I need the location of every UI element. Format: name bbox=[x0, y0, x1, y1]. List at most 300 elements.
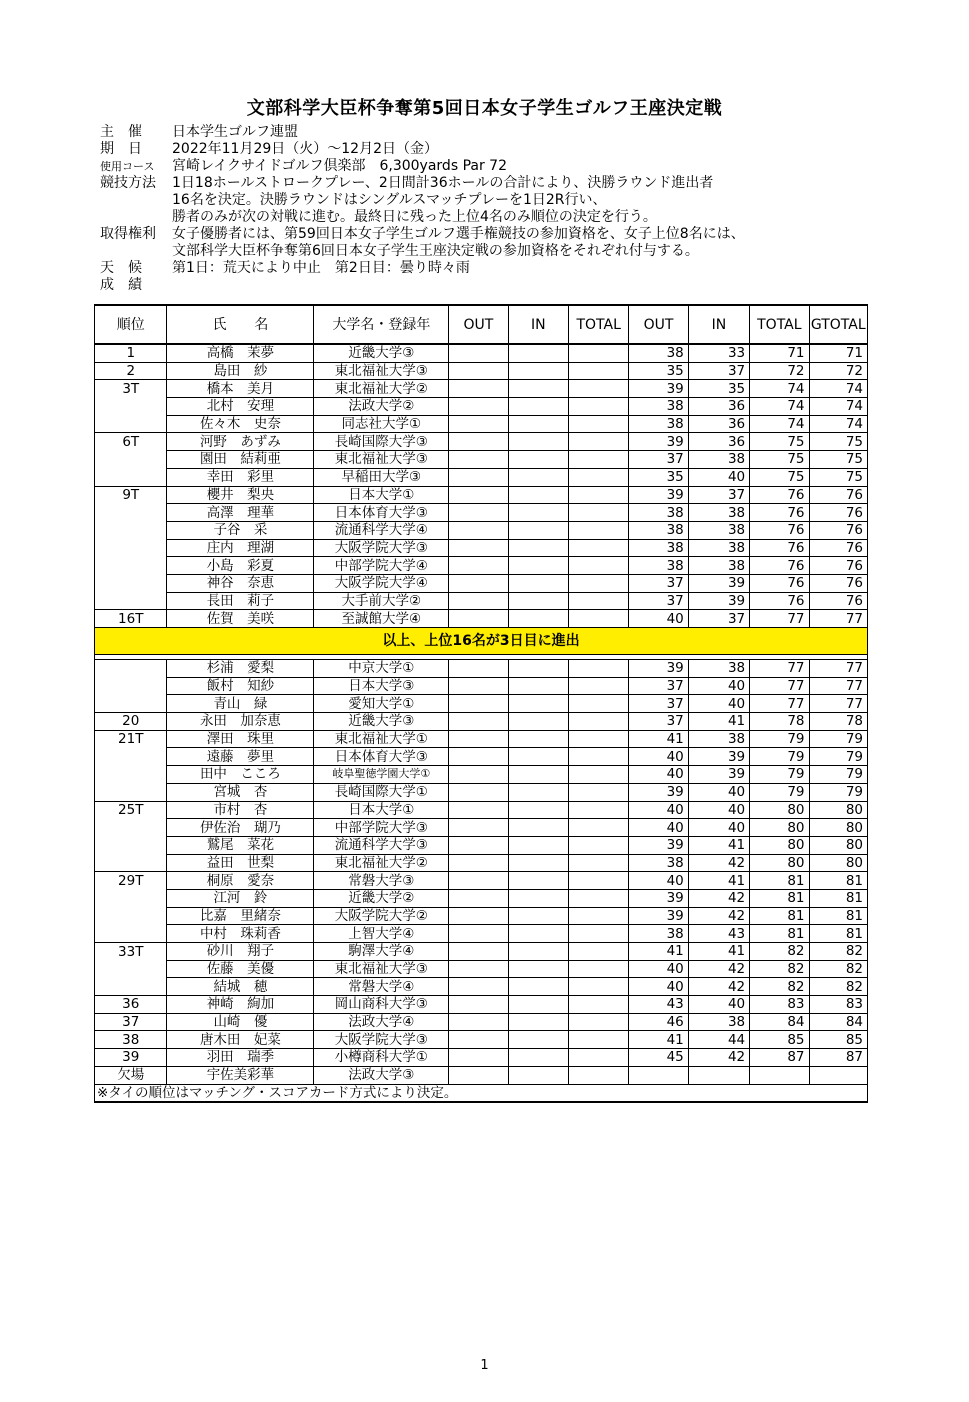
day1-out-cell bbox=[449, 783, 508, 801]
day2-out-cell: 40 bbox=[629, 748, 688, 766]
gtotal-cell: 77 bbox=[809, 695, 867, 713]
cut-banner-row bbox=[95, 628, 868, 655]
day1-in-cell bbox=[508, 433, 568, 451]
table-row bbox=[95, 574, 868, 592]
university-cell: 法政大学④ bbox=[314, 1013, 449, 1031]
university-cell: 東北福祉大学③ bbox=[314, 960, 449, 978]
table-row bbox=[95, 854, 868, 872]
header-day1-in: IN bbox=[508, 305, 568, 344]
day1-out-cell bbox=[449, 539, 508, 557]
day1-out-cell bbox=[449, 836, 508, 854]
university-cell: 東北福祉大学③ bbox=[314, 451, 449, 469]
info-value: 勝者のみが次の対戦に進む。最終日に残った上位4名のみ順位の決定を行う。 bbox=[172, 209, 657, 225]
gtotal-cell: 80 bbox=[809, 854, 867, 872]
day1-total-cell bbox=[569, 362, 629, 380]
gtotal-cell: 76 bbox=[809, 486, 867, 504]
university-cell: 法政大学③ bbox=[314, 1066, 449, 1084]
day2-total-cell: 74 bbox=[750, 398, 809, 416]
name-cell: 河野 あずみ bbox=[167, 433, 314, 451]
table-row bbox=[95, 677, 868, 695]
day2-in-cell bbox=[688, 1066, 749, 1084]
day2-total-cell: 82 bbox=[750, 978, 809, 996]
university-cell: 法政大学② bbox=[314, 398, 449, 416]
university-cell: 大阪学院大学③ bbox=[314, 1031, 449, 1049]
gtotal-cell: 87 bbox=[809, 1049, 867, 1067]
info-line bbox=[100, 277, 172, 294]
table-row bbox=[95, 783, 868, 801]
header-day1-total: TOTAL bbox=[569, 305, 629, 344]
day2-out-cell: 38 bbox=[629, 415, 688, 433]
day1-out-cell bbox=[449, 713, 508, 731]
day2-out-cell: 38 bbox=[629, 521, 688, 539]
rank-cell bbox=[95, 748, 167, 766]
day1-out-cell bbox=[449, 978, 508, 996]
university-cell: 近畿大学③ bbox=[314, 713, 449, 731]
day1-total-cell bbox=[569, 521, 629, 539]
university-cell: 駒澤大学④ bbox=[314, 943, 449, 961]
gtotal-cell: 74 bbox=[809, 398, 867, 416]
day2-out-cell: 39 bbox=[629, 660, 688, 678]
university-cell: 東北福祉大学② bbox=[314, 380, 449, 398]
university-cell: 日本大学③ bbox=[314, 677, 449, 695]
day1-in-cell bbox=[508, 801, 568, 819]
day1-total-cell bbox=[569, 1066, 629, 1084]
day1-total-cell bbox=[569, 730, 629, 748]
name-cell: 佐藤 美優 bbox=[167, 960, 314, 978]
table-row bbox=[95, 943, 868, 961]
day1-in-cell bbox=[508, 836, 568, 854]
day2-total-cell: 75 bbox=[750, 433, 809, 451]
day1-out-cell bbox=[449, 362, 508, 380]
gtotal-cell: 82 bbox=[809, 978, 867, 996]
name-cell: 杉浦 愛梨 bbox=[167, 660, 314, 678]
day1-total-cell bbox=[569, 677, 629, 695]
name-cell: 益田 世梨 bbox=[167, 854, 314, 872]
day1-in-cell bbox=[508, 521, 568, 539]
name-cell: 橋本 美月 bbox=[167, 380, 314, 398]
name-cell: 中村 珠莉香 bbox=[167, 925, 314, 943]
info-line bbox=[100, 243, 699, 260]
day2-out-cell: 39 bbox=[629, 889, 688, 907]
name-cell: 遠藤 夢里 bbox=[167, 748, 314, 766]
day2-total-cell: 83 bbox=[750, 996, 809, 1014]
day2-in-cell: 40 bbox=[688, 801, 749, 819]
gtotal-cell bbox=[809, 1066, 867, 1084]
name-cell: 島田 紗 bbox=[167, 362, 314, 380]
name-cell: 永田 加奈恵 bbox=[167, 713, 314, 731]
gtotal-cell: 85 bbox=[809, 1031, 867, 1049]
table-row bbox=[95, 433, 868, 451]
day2-in-cell: 36 bbox=[688, 433, 749, 451]
day1-total-cell bbox=[569, 907, 629, 925]
university-cell: 日本体育大学③ bbox=[314, 504, 449, 522]
day2-in-cell: 40 bbox=[688, 783, 749, 801]
day2-in-cell: 33 bbox=[688, 344, 749, 362]
name-cell: 江河 鈴 bbox=[167, 889, 314, 907]
day2-out-cell: 37 bbox=[629, 677, 688, 695]
rank-cell bbox=[95, 660, 167, 678]
day2-total-cell: 76 bbox=[750, 574, 809, 592]
rank-cell: 6T bbox=[95, 433, 167, 451]
day2-out-cell: 35 bbox=[629, 362, 688, 380]
info-value: 女子優勝者には、第59回日本女子学生ゴルフ選手権競技の参加資格を、女子上位8名には、 bbox=[172, 226, 745, 242]
table-row bbox=[95, 380, 868, 398]
day2-in-cell: 38 bbox=[688, 539, 749, 557]
day1-total-cell bbox=[569, 344, 629, 362]
day1-in-cell bbox=[508, 362, 568, 380]
gtotal-cell: 77 bbox=[809, 677, 867, 695]
day2-in-cell: 40 bbox=[688, 677, 749, 695]
day1-in-cell bbox=[508, 610, 568, 628]
day2-in-cell: 40 bbox=[688, 819, 749, 837]
day2-in-cell: 38 bbox=[688, 557, 749, 575]
day1-total-cell bbox=[569, 1013, 629, 1031]
university-cell: 大阪学院大学② bbox=[314, 907, 449, 925]
name-cell: 高澤 理華 bbox=[167, 504, 314, 522]
name-cell: 砂川 翔子 bbox=[167, 943, 314, 961]
day1-total-cell bbox=[569, 854, 629, 872]
gtotal-cell: 80 bbox=[809, 819, 867, 837]
table-row bbox=[95, 362, 868, 380]
day1-total-cell bbox=[569, 766, 629, 784]
day2-out-cell: 38 bbox=[629, 539, 688, 557]
rank-cell: 37 bbox=[95, 1013, 167, 1031]
rank-cell bbox=[95, 819, 167, 837]
day2-out-cell: 40 bbox=[629, 766, 688, 784]
day2-in-cell: 38 bbox=[688, 730, 749, 748]
day2-in-cell: 38 bbox=[688, 660, 749, 678]
day1-out-cell bbox=[449, 398, 508, 416]
info-line bbox=[100, 260, 470, 277]
day2-in-cell: 38 bbox=[688, 504, 749, 522]
gtotal-cell: 79 bbox=[809, 730, 867, 748]
day2-out-cell: 39 bbox=[629, 783, 688, 801]
qualified-rows bbox=[95, 344, 868, 628]
university-cell: 中部学院大学③ bbox=[314, 819, 449, 837]
rank-cell: 9T bbox=[95, 486, 167, 504]
day2-out-cell: 40 bbox=[629, 610, 688, 628]
rank-cell bbox=[95, 695, 167, 713]
day2-out-cell: 41 bbox=[629, 1031, 688, 1049]
day2-out-cell: 46 bbox=[629, 1013, 688, 1031]
day2-out-cell: 41 bbox=[629, 730, 688, 748]
rank-cell bbox=[95, 925, 167, 943]
header-name: 氏 名 bbox=[167, 305, 314, 344]
name-cell: 高橋 茉夢 bbox=[167, 344, 314, 362]
day1-in-cell bbox=[508, 1066, 568, 1084]
rank-cell bbox=[95, 677, 167, 695]
day2-total-cell: 77 bbox=[750, 695, 809, 713]
info-value: 1日18ホールストロークプレー、2日間計36ホールの合計により、決勝ラウンド進出者 bbox=[172, 175, 714, 191]
day1-out-cell bbox=[449, 730, 508, 748]
gtotal-cell: 76 bbox=[809, 539, 867, 557]
day2-in-cell: 37 bbox=[688, 610, 749, 628]
info-value: 日本学生ゴルフ連盟 bbox=[172, 124, 298, 140]
day2-in-cell: 41 bbox=[688, 836, 749, 854]
gtotal-cell: 77 bbox=[809, 610, 867, 628]
day1-out-cell bbox=[449, 907, 508, 925]
gtotal-cell: 72 bbox=[809, 362, 867, 380]
day2-in-cell: 41 bbox=[688, 872, 749, 890]
university-cell: 中部学院大学④ bbox=[314, 557, 449, 575]
name-cell: 北村 安理 bbox=[167, 398, 314, 416]
gtotal-cell: 76 bbox=[809, 592, 867, 610]
day1-total-cell bbox=[569, 380, 629, 398]
rank-cell bbox=[95, 592, 167, 610]
rank-cell bbox=[95, 783, 167, 801]
day1-in-cell bbox=[508, 783, 568, 801]
day1-out-cell bbox=[449, 889, 508, 907]
university-cell: 長崎国際大学③ bbox=[314, 433, 449, 451]
table-row bbox=[95, 451, 868, 469]
day1-in-cell bbox=[508, 695, 568, 713]
rank-cell bbox=[95, 539, 167, 557]
gtotal-cell: 81 bbox=[809, 907, 867, 925]
header-day2-in: IN bbox=[688, 305, 749, 344]
table-row bbox=[95, 889, 868, 907]
day1-total-cell bbox=[569, 504, 629, 522]
rank-cell: 1 bbox=[95, 344, 167, 362]
day1-in-cell bbox=[508, 907, 568, 925]
day2-out-cell: 43 bbox=[629, 996, 688, 1014]
table-row bbox=[95, 504, 868, 522]
tie-note: ※タイの順位はマッチング・スコアカード方式により決定。 bbox=[95, 1084, 868, 1102]
info-value: 宮崎レイクサイドゴルフ倶楽部 6,300yards Par 72 bbox=[172, 158, 507, 174]
header-university: 大学名・登録年 bbox=[314, 305, 449, 344]
day1-total-cell bbox=[569, 748, 629, 766]
day2-total-cell: 79 bbox=[750, 766, 809, 784]
day2-in-cell: 39 bbox=[688, 574, 749, 592]
university-cell: 日本大学① bbox=[314, 486, 449, 504]
university-cell: 近畿大学③ bbox=[314, 344, 449, 362]
day2-total-cell: 76 bbox=[750, 592, 809, 610]
day2-total-cell: 84 bbox=[750, 1013, 809, 1031]
day1-total-cell bbox=[569, 539, 629, 557]
day2-total-cell: 79 bbox=[750, 730, 809, 748]
table-row bbox=[95, 801, 868, 819]
gtotal-cell: 79 bbox=[809, 766, 867, 784]
day1-in-cell bbox=[508, 713, 568, 731]
rank-cell: 3T bbox=[95, 380, 167, 398]
day2-out-cell: 39 bbox=[629, 836, 688, 854]
day2-in-cell: 43 bbox=[688, 925, 749, 943]
day2-in-cell: 38 bbox=[688, 451, 749, 469]
rank-cell: 20 bbox=[95, 713, 167, 731]
table-row bbox=[95, 766, 868, 784]
university-cell: 流通科学大学④ bbox=[314, 521, 449, 539]
rank-cell: 36 bbox=[95, 996, 167, 1014]
day1-total-cell bbox=[569, 557, 629, 575]
gtotal-cell: 81 bbox=[809, 872, 867, 890]
day2-in-cell: 42 bbox=[688, 907, 749, 925]
day1-out-cell bbox=[449, 1031, 508, 1049]
day2-total-cell: 76 bbox=[750, 539, 809, 557]
day2-in-cell: 36 bbox=[688, 415, 749, 433]
day1-total-cell bbox=[569, 433, 629, 451]
day1-in-cell bbox=[508, 943, 568, 961]
day2-in-cell: 42 bbox=[688, 854, 749, 872]
gtotal-cell: 78 bbox=[809, 713, 867, 731]
day2-total-cell: 81 bbox=[750, 925, 809, 943]
name-cell: 結城 穂 bbox=[167, 978, 314, 996]
day2-in-cell: 44 bbox=[688, 1031, 749, 1049]
day1-in-cell bbox=[508, 380, 568, 398]
rank-cell bbox=[95, 978, 167, 996]
day1-in-cell bbox=[508, 468, 568, 486]
day2-in-cell: 39 bbox=[688, 592, 749, 610]
name-cell: 子谷 采 bbox=[167, 521, 314, 539]
day1-out-cell bbox=[449, 592, 508, 610]
note-row bbox=[95, 1084, 868, 1102]
day2-in-cell: 38 bbox=[688, 521, 749, 539]
day1-in-cell bbox=[508, 344, 568, 362]
info-value: 2022年11月29日（火）～12月2日（金） bbox=[172, 141, 438, 157]
info-line bbox=[100, 124, 298, 141]
day2-out-cell: 41 bbox=[629, 943, 688, 961]
day2-out-cell: 35 bbox=[629, 468, 688, 486]
gtotal-cell: 84 bbox=[809, 1013, 867, 1031]
gtotal-cell: 79 bbox=[809, 748, 867, 766]
day1-total-cell bbox=[569, 660, 629, 678]
table-row bbox=[95, 836, 868, 854]
gtotal-cell: 81 bbox=[809, 925, 867, 943]
day1-out-cell bbox=[449, 557, 508, 575]
day1-in-cell bbox=[508, 415, 568, 433]
rank-cell bbox=[95, 907, 167, 925]
gtotal-cell: 82 bbox=[809, 960, 867, 978]
day2-out-cell: 37 bbox=[629, 592, 688, 610]
day1-in-cell bbox=[508, 978, 568, 996]
rank-cell bbox=[95, 415, 167, 433]
day2-out-cell: 37 bbox=[629, 451, 688, 469]
day2-out-cell: 38 bbox=[629, 398, 688, 416]
university-cell: 同志社大学① bbox=[314, 415, 449, 433]
day1-total-cell bbox=[569, 943, 629, 961]
day2-total-cell: 74 bbox=[750, 380, 809, 398]
rank-cell: 38 bbox=[95, 1031, 167, 1049]
day2-total-cell: 76 bbox=[750, 504, 809, 522]
header-rank: 順位 bbox=[95, 305, 167, 344]
day2-in-cell: 37 bbox=[688, 362, 749, 380]
info-line bbox=[100, 175, 713, 192]
day2-out-cell: 37 bbox=[629, 713, 688, 731]
rank-cell: 21T bbox=[95, 730, 167, 748]
header-day2-total: TOTAL bbox=[750, 305, 809, 344]
name-cell: 伊佐治 瑚乃 bbox=[167, 819, 314, 837]
name-cell: 佐々木 史奈 bbox=[167, 415, 314, 433]
table-row bbox=[95, 907, 868, 925]
day1-total-cell bbox=[569, 592, 629, 610]
table-row bbox=[95, 713, 868, 731]
day1-in-cell bbox=[508, 748, 568, 766]
header-day1-out: OUT bbox=[449, 305, 508, 344]
day2-in-cell: 42 bbox=[688, 978, 749, 996]
day2-total-cell: 72 bbox=[750, 362, 809, 380]
day1-total-cell bbox=[569, 451, 629, 469]
header-gtotal: GTOTAL bbox=[809, 305, 867, 344]
day1-total-cell bbox=[569, 925, 629, 943]
university-cell: 大手前大学② bbox=[314, 592, 449, 610]
day2-out-cell: 45 bbox=[629, 1049, 688, 1067]
cut-banner: 以上、上位16名が3日目に進出 bbox=[95, 628, 868, 655]
info-label: 成 績 bbox=[100, 277, 142, 293]
document-title: 文部科学大臣杯争奪第5回日本女子学生ゴルフ王座決定戦 bbox=[246, 98, 723, 119]
rank-cell bbox=[95, 521, 167, 539]
table-row bbox=[95, 660, 868, 678]
day1-total-cell bbox=[569, 889, 629, 907]
name-cell: 長田 莉子 bbox=[167, 592, 314, 610]
day2-out-cell bbox=[629, 1066, 688, 1084]
day1-total-cell bbox=[569, 960, 629, 978]
day2-out-cell: 38 bbox=[629, 854, 688, 872]
header-day2-out: OUT bbox=[629, 305, 688, 344]
day2-out-cell: 38 bbox=[629, 344, 688, 362]
info-value: 第1日：荒天により中止 第2日目：曇り時々雨 bbox=[172, 260, 470, 276]
day1-out-cell bbox=[449, 748, 508, 766]
day2-total-cell: 76 bbox=[750, 486, 809, 504]
day2-total-cell: 71 bbox=[750, 344, 809, 362]
gtotal-cell: 83 bbox=[809, 996, 867, 1014]
day2-out-cell: 39 bbox=[629, 433, 688, 451]
info-line bbox=[100, 158, 507, 175]
day1-in-cell bbox=[508, 451, 568, 469]
table-row bbox=[95, 925, 868, 943]
university-cell: 早稲田大学③ bbox=[314, 468, 449, 486]
university-cell: 中京大学① bbox=[314, 660, 449, 678]
day2-out-cell: 40 bbox=[629, 872, 688, 890]
name-cell: 桐原 愛奈 bbox=[167, 872, 314, 890]
university-cell: 東北福祉大学① bbox=[314, 730, 449, 748]
day2-out-cell: 40 bbox=[629, 960, 688, 978]
info-value: 16名を決定。決勝ラウンドはシングルスマッチプレーを1日2R行い、 bbox=[172, 192, 607, 208]
day1-out-cell bbox=[449, 574, 508, 592]
day1-in-cell bbox=[508, 872, 568, 890]
name-cell: 小島 彩夏 bbox=[167, 557, 314, 575]
name-cell: 佐賀 美咲 bbox=[167, 610, 314, 628]
university-cell: 日本体育大学③ bbox=[314, 748, 449, 766]
name-cell: 羽田 瑞季 bbox=[167, 1049, 314, 1067]
rank-cell: 2 bbox=[95, 362, 167, 380]
info-label: 取得権利 bbox=[100, 226, 156, 242]
name-cell: 田中 こころ bbox=[167, 766, 314, 784]
day1-total-cell bbox=[569, 574, 629, 592]
name-cell: 宮城 杏 bbox=[167, 783, 314, 801]
day1-out-cell bbox=[449, 344, 508, 362]
day1-total-cell bbox=[569, 695, 629, 713]
day1-in-cell bbox=[508, 486, 568, 504]
rank-cell bbox=[95, 960, 167, 978]
rank-cell bbox=[95, 398, 167, 416]
day2-out-cell: 38 bbox=[629, 925, 688, 943]
day1-out-cell bbox=[449, 1066, 508, 1084]
day1-in-cell bbox=[508, 574, 568, 592]
day2-total-cell: 77 bbox=[750, 660, 809, 678]
university-cell: 上智大学④ bbox=[314, 925, 449, 943]
table-row bbox=[95, 695, 868, 713]
gtotal-cell: 75 bbox=[809, 433, 867, 451]
cut-line bbox=[95, 628, 868, 660]
day1-out-cell bbox=[449, 486, 508, 504]
name-cell: 庄内 理湖 bbox=[167, 539, 314, 557]
day1-total-cell bbox=[569, 1049, 629, 1067]
name-cell: 神崎 絢加 bbox=[167, 996, 314, 1014]
day2-total-cell: 82 bbox=[750, 960, 809, 978]
day1-out-cell bbox=[449, 677, 508, 695]
table-row bbox=[95, 748, 868, 766]
day2-total-cell: 82 bbox=[750, 943, 809, 961]
university-cell: 近畿大学② bbox=[314, 889, 449, 907]
day1-in-cell bbox=[508, 960, 568, 978]
